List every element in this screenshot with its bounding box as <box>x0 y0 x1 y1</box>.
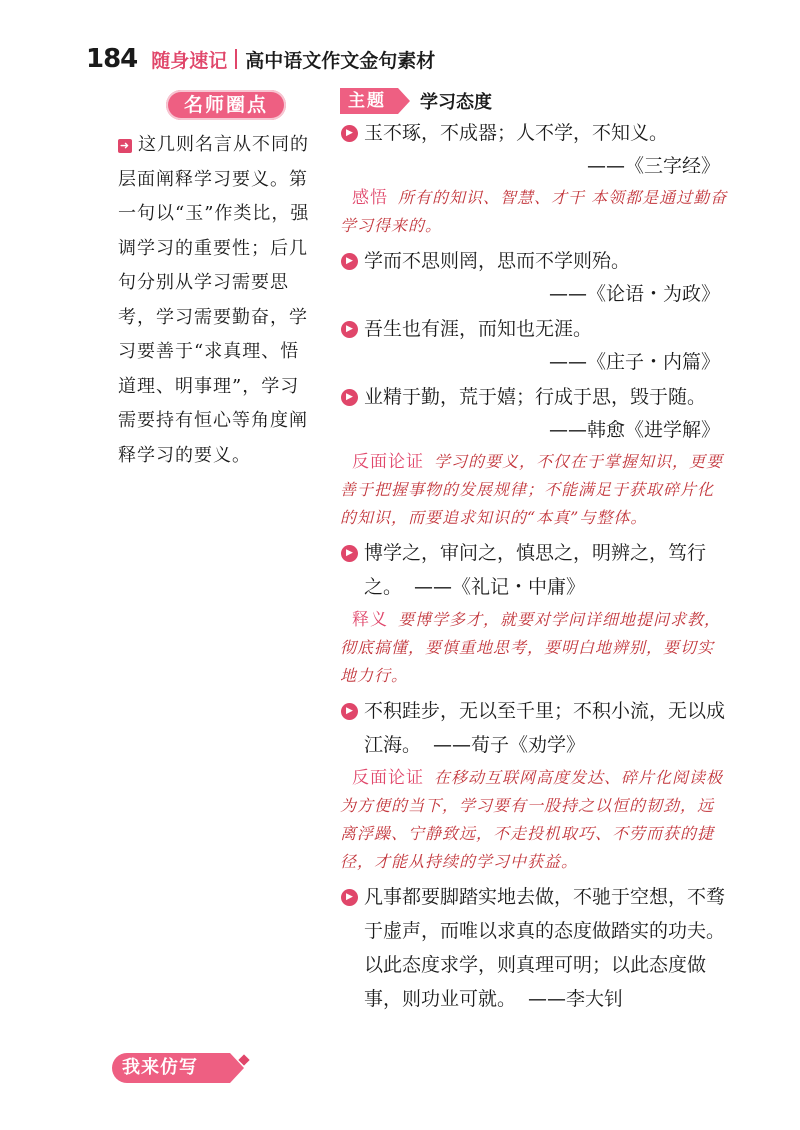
quote-item <box>340 312 730 346</box>
page-number: 184 <box>86 44 138 74</box>
note-text: 要博学多才，就要对学问详细地提问求教，彻底搞懂，要慎重地思考，要明白地辨别，要切实地力行。 <box>340 610 722 685</box>
explanation-note <box>340 606 730 690</box>
quote-text: 玉不琢，不成器；人不学，不知义。 <box>364 122 669 144</box>
note-text: 学习的要义，不仅在于掌握知识，更要善于把握事物的发展规律；不能满足于获取碎片化的知识，而要追求知识的“本真”与整体。 <box>340 452 724 527</box>
note-tag: 反面论证 <box>352 768 424 788</box>
play-circle-icon: ▶ <box>341 889 358 906</box>
quote-item <box>340 880 730 1016</box>
quote-text: 业精于勤，荒于嬉；行成于思，毁于随。 <box>364 386 707 408</box>
quote-text: 凡事都要脚踏实地去做，不驰于空想，不骛于虚声，而唯以求真的态度做踏实的功夫。 以此态度求学，则真理可明；以此态度做事，则功业可就。 <box>364 886 726 1010</box>
counterargument-note <box>340 764 730 876</box>
series-name: 随身速记 <box>151 49 228 72</box>
quote-attribution: ——《礼记・中庸》 <box>414 576 586 598</box>
page-header <box>86 44 435 74</box>
teacher-commentary-badge: 名师圈点 <box>166 90 286 120</box>
book-title: 高中语文作文金句素材 <box>245 49 436 72</box>
quote-text: 学而不思则罔，思而不学则殆。 <box>364 250 631 272</box>
play-circle-icon: ▶ <box>341 253 358 270</box>
play-circle-icon: ▶ <box>341 703 358 720</box>
play-circle-icon: ▶ <box>341 389 358 406</box>
teacher-commentary <box>118 128 318 473</box>
note-tag: 感悟 <box>352 188 388 208</box>
quote-item <box>340 116 730 150</box>
note-tag: 反面论证 <box>352 452 424 472</box>
quote-item <box>340 380 730 414</box>
quote-item <box>340 694 730 762</box>
quote-attribution: ——李大钊 <box>528 988 624 1010</box>
topic-row <box>340 88 730 114</box>
quote-attribution: ——《论语・为政》 <box>548 283 720 305</box>
quote-attribution: ——韩愈《进学解》 <box>548 419 720 441</box>
play-circle-icon: ▶ <box>341 545 358 562</box>
topic-label: 主题 <box>340 88 398 114</box>
arrow-right-box-icon: ➜ <box>119 139 131 152</box>
imitation-writing-badge: 我来仿写 <box>112 1053 230 1083</box>
quote-text: 不积跬步，无以至千里；不积小流，无以成江海。 <box>364 700 726 756</box>
quotes-column <box>340 88 730 1016</box>
quote-text: 博学之，审问之，慎思之，明辨之，笃行之。 <box>364 542 707 598</box>
quote-text: 吾生也有涯，而知也无涯。 <box>364 318 593 340</box>
commentary-text: 这几则名言从不同的层面阐释学习要义。第一句以“玉”作类比，强调学习的重要性；后几句分别从学习需要思考，学习需要勤奋，学习要善于“求真理、悟道理、明事理”，学习需要持有恒心等角度阐释学习的要义。 <box>118 134 310 466</box>
topic-title: 学习态度 <box>420 92 492 113</box>
play-circle-icon: ▶ <box>341 125 358 142</box>
quote-attribution: ——《三字经》 <box>586 155 720 177</box>
insight-note <box>340 184 730 240</box>
play-circle-icon: ▶ <box>341 321 358 338</box>
note-tag: 释义 <box>352 610 388 630</box>
note-text: 所有的知识、智慧、才干 本领都是通过勤奋学习得来的。 <box>340 188 728 235</box>
quote-attribution: ——荀子《劝学》 <box>433 734 586 756</box>
quote-item <box>340 244 730 278</box>
quote-attribution: ——《庄子・内篇》 <box>548 351 720 373</box>
header-divider <box>235 49 237 69</box>
quote-item <box>340 536 730 604</box>
note-text: 在移动互联网高度发达、碎片化阅读极为方便的当下，学习要有一股持之以恒的韧劲，远离浮躁、宁静致远，不走投机取巧、不劳而获的捷径，才能从持续的学习中获益。 <box>340 768 724 871</box>
counterargument-note <box>340 448 730 532</box>
